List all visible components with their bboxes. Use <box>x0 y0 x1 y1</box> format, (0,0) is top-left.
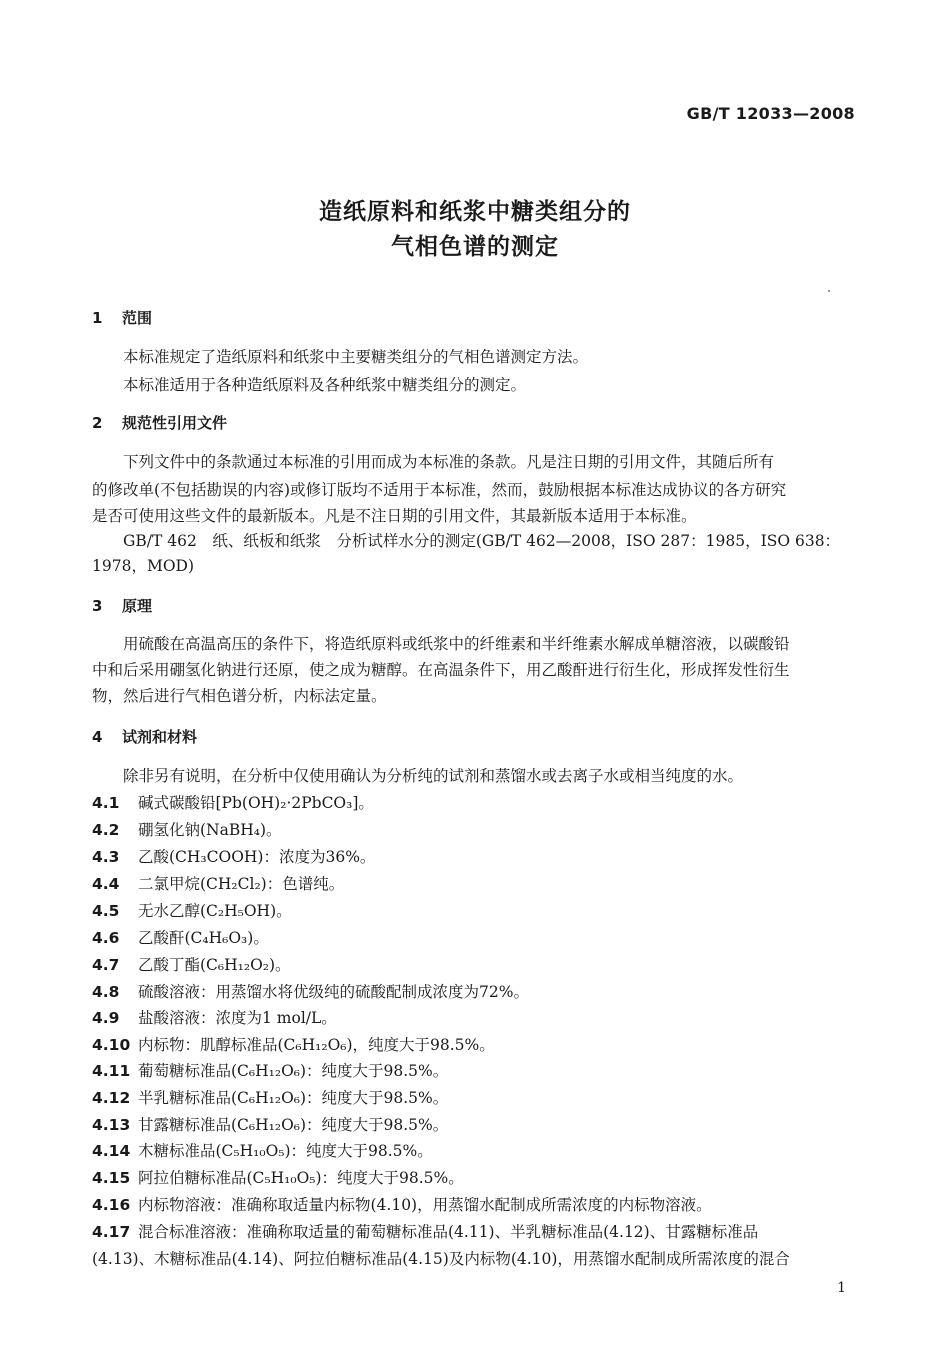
item-text: 木糖标准品(C₅H₁₀O₅)：纯度大于98.5%。 <box>138 1142 433 1160</box>
item-number: 4.15 <box>92 1169 131 1187</box>
item-text: 二氯甲烷(CH₂Cl₂)：色谱纯。 <box>138 875 345 893</box>
item-number: 4.2 <box>92 821 120 839</box>
section-number: 4 <box>92 728 103 746</box>
list-item <box>92 1115 448 1135</box>
list-item <box>92 1088 448 1108</box>
list-item <box>92 1061 448 1081</box>
section-number: 3 <box>92 597 103 615</box>
reference-entry: 1978，MOD) <box>92 557 194 575</box>
section-title: 规范性引用文件 <box>122 414 228 432</box>
section-4-heading <box>92 727 197 747</box>
section-number: 2 <box>92 414 103 432</box>
list-item <box>92 1141 433 1161</box>
item-text: 盐酸溶液：浓度为1 mol/L。 <box>138 1009 337 1027</box>
list-item <box>92 1035 495 1055</box>
item-number: 4.16 <box>92 1196 131 1214</box>
list-item <box>92 1222 758 1242</box>
item-number: 4.17 <box>92 1223 131 1241</box>
section-title: 试剂和材料 <box>122 728 198 746</box>
list-item <box>92 793 374 813</box>
list-item <box>92 982 529 1002</box>
item-text: 葡萄糖标准品(C₆H₁₂O₆)：纯度大于98.5%。 <box>138 1062 449 1080</box>
section-2-heading <box>92 413 227 433</box>
paragraph: 下列文件中的条款通过本标准的引用而成为本标准的条款。凡是注日期的引用文件，其随后所有 <box>123 453 775 471</box>
paragraph-continuation: (4.13)、木糖标准品(4.14)、阿拉伯糖标准品(4.15)及内标物(4.10)，用蒸馏水配制成所需浓度的混合 <box>92 1250 790 1268</box>
item-number: 4.1 <box>92 794 120 812</box>
page-number: 1 <box>837 1280 846 1296</box>
item-number: 4.10 <box>92 1036 131 1054</box>
standard-code: GB/T 12033—2008 <box>686 104 855 123</box>
item-text: 甘露糖标准品(C₆H₁₂O₆)：纯度大于98.5%。 <box>138 1116 449 1134</box>
list-item <box>92 874 344 894</box>
list-item <box>92 901 292 921</box>
item-text: 碱式碳酸铅[Pb(OH)₂·2PbCO₃]。 <box>138 794 374 812</box>
paragraph: 的修改单(不包括勘误的内容)或修订版均不适用于本标准，然而，鼓励根据本标准达成协议的各方研究 <box>92 481 787 499</box>
section-title: 范围 <box>122 309 153 327</box>
item-text: 内标物溶液：准确称取适量内标物(4.10)，用蒸馏水配制成所需浓度的内标物溶液。 <box>138 1196 712 1214</box>
item-number: 4.11 <box>92 1062 131 1080</box>
list-item <box>92 955 291 975</box>
paragraph: 本标准规定了造纸原料和纸浆中主要糖类组分的气相色谱测定方法。 <box>123 348 589 366</box>
document-title-line-2: 气相色谱的测定 <box>391 234 559 260</box>
item-number: 4.3 <box>92 848 120 866</box>
item-text: 混合标准溶液：准确称取适量的葡萄糖标准品(4.11)、半乳糖标准品(4.12)、甘露糖标准品 <box>138 1223 759 1241</box>
document-title-line-1: 造纸原料和纸浆中糖类组分的 <box>319 199 631 225</box>
section-1-heading <box>92 308 152 328</box>
paragraph: 本标准适用于各种造纸原料及各种纸浆中糖类组分的测定。 <box>123 376 527 394</box>
list-item <box>92 1195 712 1215</box>
list-item <box>92 847 375 867</box>
item-number: 4.7 <box>92 956 120 974</box>
list-item <box>92 928 269 948</box>
section-title: 原理 <box>122 597 153 615</box>
item-text: 硼氢化钠(NaBH₄)。 <box>138 821 282 839</box>
item-text: 无水乙醇(C₂H₅OH)。 <box>138 902 292 920</box>
item-text: 硫酸溶液：用蒸馏水将优级纯的硫酸配制成浓度为72%。 <box>138 983 529 1001</box>
scan-speck <box>828 290 830 292</box>
reference-entry: GB/T 462 纸、纸板和纸浆 分析试样水分的测定(GB/T 462—2008，ISO 287：1985，ISO 638： <box>123 532 841 550</box>
paragraph: 中和后采用硼氢化钠进行还原，使之成为糖醇。在高温条件下，用乙酸酐进行衍生化，形成挥发性衍生 <box>92 661 790 679</box>
item-text: 阿拉伯糖标准品(C₅H₁₀O₅)：纯度大于98.5%。 <box>138 1169 464 1187</box>
item-text: 半乳糖标准品(C₆H₁₂O₆)：纯度大于98.5%。 <box>138 1089 449 1107</box>
list-item <box>92 1168 464 1188</box>
list-item <box>92 1008 337 1028</box>
item-number: 4.4 <box>92 875 120 893</box>
item-number: 4.8 <box>92 983 120 1001</box>
item-number: 4.12 <box>92 1089 131 1107</box>
paragraph: 物，然后进行气相色谱分析，内标法定量。 <box>92 687 387 705</box>
item-number: 4.6 <box>92 929 120 947</box>
paragraph: 除非另有说明，在分析中仅使用确认为分析纯的试剂和蒸馏水或去离子水或相当纯度的水。 <box>123 767 744 785</box>
list-item <box>92 820 282 840</box>
item-number: 4.14 <box>92 1142 131 1160</box>
item-number: 4.5 <box>92 902 120 920</box>
item-number: 4.9 <box>92 1009 120 1027</box>
section-number: 1 <box>92 309 103 327</box>
item-text: 乙酸酐(C₄H₆O₃)。 <box>138 929 269 947</box>
item-number: 4.13 <box>92 1116 131 1134</box>
item-text: 内标物：肌醇标准品(C₆H₁₂O₆)，纯度大于98.5%。 <box>138 1036 495 1054</box>
paragraph: 是否可使用这些文件的最新版本。凡是不注日期的引用文件，其最新版本适用于本标准。 <box>92 507 697 525</box>
item-text: 乙酸丁酯(C₆H₁₂O₂)。 <box>138 956 291 974</box>
section-3-heading <box>92 596 152 616</box>
item-text: 乙酸(CH₃COOH)：浓度为36%。 <box>138 848 376 866</box>
paragraph: 用硫酸在高温高压的条件下，将造纸原料或纸浆中的纤维素和半纤维素水解成单糖溶液，以碳酸铅 <box>123 635 790 653</box>
